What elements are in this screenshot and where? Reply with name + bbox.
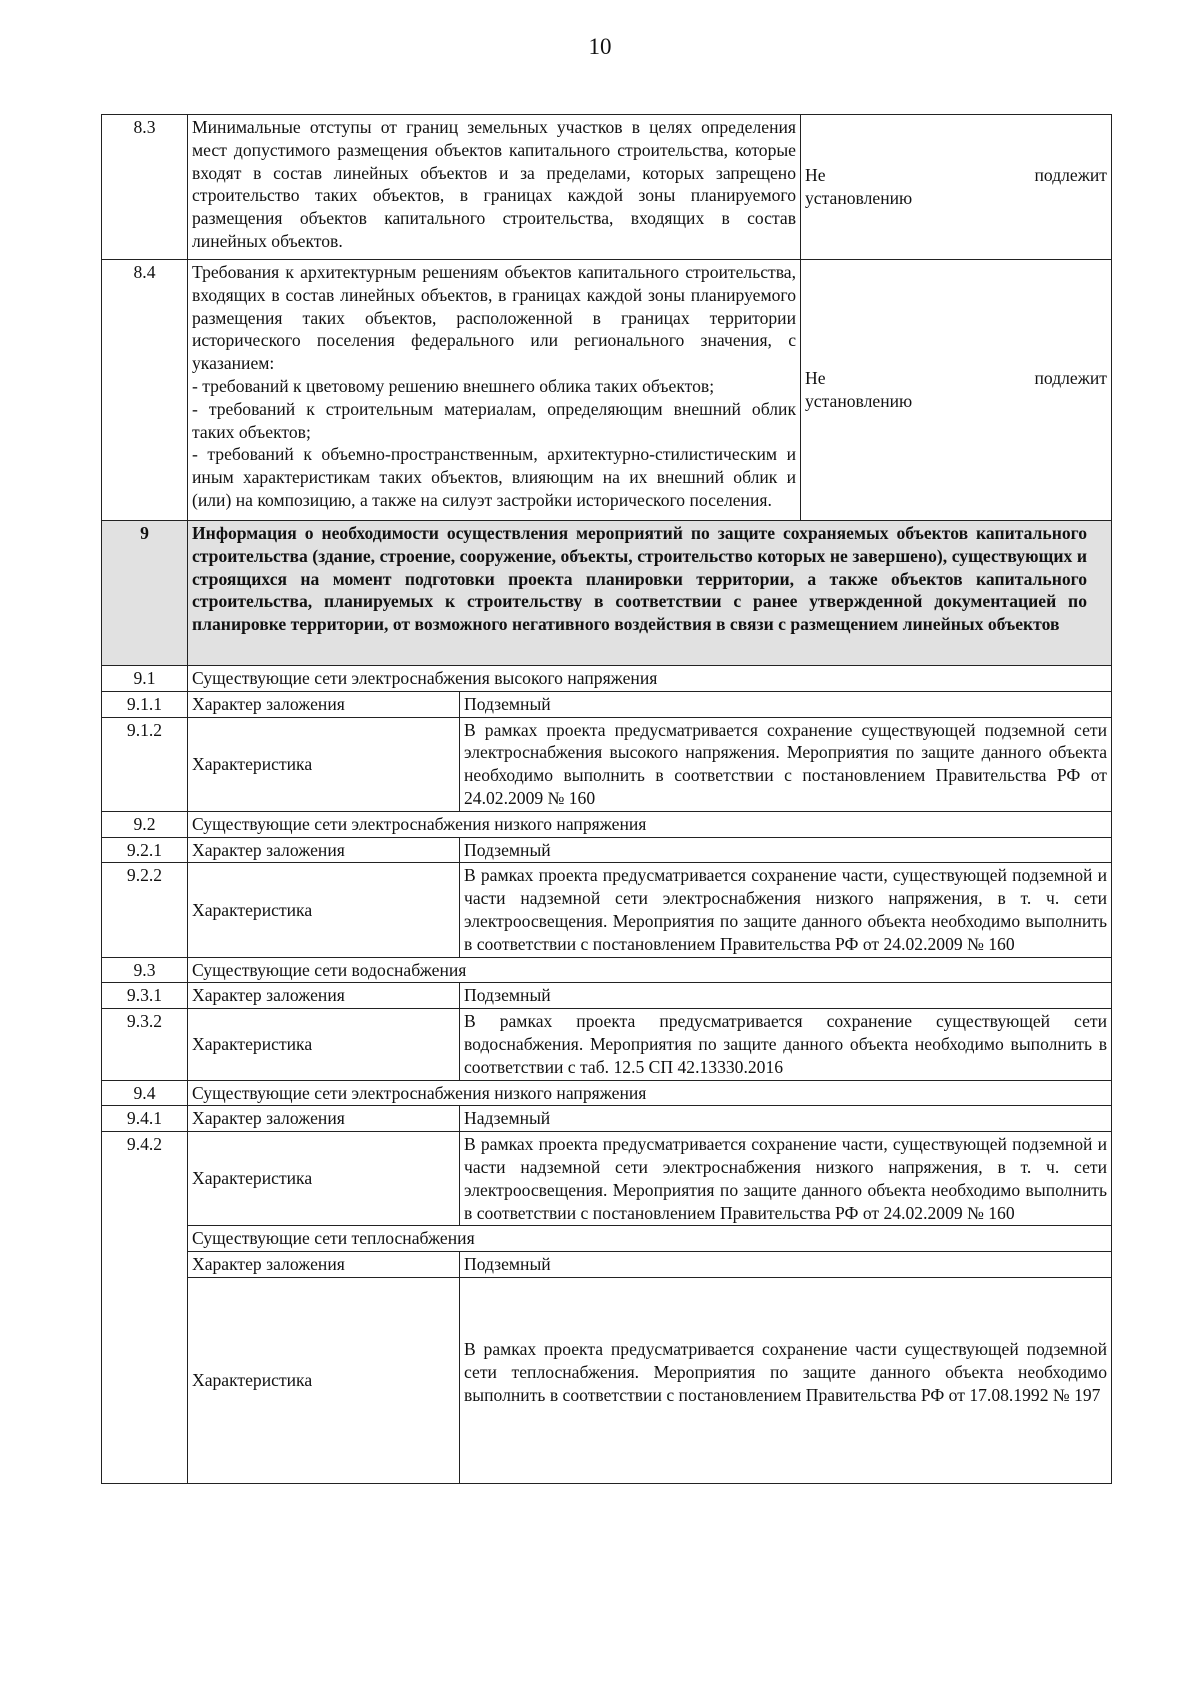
row-number: 9.1 — [102, 666, 188, 692]
bullet-item: - требований к строительным материалам, определяющим внешний облик таких объектов; — [192, 398, 796, 442]
row-number: 9.3.2 — [102, 1009, 188, 1080]
field-label: Характеристика — [188, 1009, 460, 1080]
status-text-2: установлению — [805, 188, 913, 208]
field-value: Надземный — [460, 1106, 1112, 1132]
table-row — [102, 1226, 1112, 1252]
table-row — [102, 1009, 1112, 1080]
field-value-text: В рамках проекта предусматривается сохранение существующей подземной сети электроснабжения высокого напряжения. Мероприятия по защите данного объекта необходимо выполнить в соответствии с постановлением Правительства РФ от 24.02.2009 № 160 — [464, 719, 1107, 808]
subsection-title: Существующие сети электроснабжения низкого напряжения — [188, 1080, 1112, 1106]
page-number: 10 — [588, 34, 612, 59]
status-cell — [801, 115, 1112, 260]
bullet-item: - требований к объемно-пространственным, архитектурно-стилистическим и иным характеристикам таких объектов, влияющим на их внешний облик и (или) на композицию, а также на силуэт застройки исторического поселения. — [192, 444, 796, 510]
field-value — [460, 717, 1112, 811]
field-label: Характер заложения — [188, 837, 460, 863]
subsection-title: Существующие сети теплоснабжения — [188, 1226, 1112, 1252]
section-title-text: Информация о необходимости осуществления мероприятий по защите сохраняемых объектов капитального строительства (здание, строение, сооружение, объекты, строительство которых не завершено), существующих и строящихся на момент подготовки проекта планировки территории, а также объектов капитального строительства, планируемых к строительству в соответствии с ранее утвержденной документацией по планировке территории, от возможного негативного воздействия в связи с размещением линейных объектов — [192, 523, 1087, 635]
table-row — [102, 1252, 1112, 1278]
field-label: Характеристика — [188, 863, 460, 957]
table-row — [102, 863, 1112, 957]
subsection-title: Существующие сети водоснабжения — [188, 957, 1112, 983]
field-value: Подземный — [460, 983, 1112, 1009]
table-row — [102, 1132, 1112, 1226]
table-row — [102, 983, 1112, 1009]
table-row — [102, 1106, 1112, 1132]
field-label: Характер заложения — [188, 1252, 460, 1278]
field-label: Характеристика — [188, 1277, 460, 1483]
row-number: 9.2.1 — [102, 837, 188, 863]
table-row — [102, 1277, 1112, 1483]
table-row — [102, 957, 1112, 983]
field-value-text: В рамках проекта предусматривается сохранение существующей сети водоснабжения. Мероприятия по защите данного объекта необходимо выполнить в соответствии с таб. 12.5 СП 42.13330.2016 — [464, 1011, 1107, 1077]
requirements-table — [101, 114, 1112, 1484]
field-value: Подземный — [460, 691, 1112, 717]
table-row — [102, 717, 1112, 811]
row-number: 9.4 — [102, 1080, 188, 1106]
field-label: Характеристика — [188, 1132, 460, 1226]
row-number: 9.3.1 — [102, 983, 188, 1009]
field-label: Характер заложения — [188, 691, 460, 717]
field-value: Подземный — [460, 837, 1112, 863]
field-value: Подземный — [460, 1252, 1112, 1278]
field-value-text: В рамках проекта предусматривается сохранение части, существующей подземной и части надземной сети электроснабжения низкого напряжения, в т. ч. сети электроосвещения. Мероприятия по защите данного объекта необходимо выполнить в соответствии с постановлением Правительства РФ от 24.02.2009 № 160 — [464, 1134, 1107, 1223]
field-label: Характеристика — [188, 717, 460, 811]
field-value — [460, 1277, 1112, 1483]
row-number: 9.4.1 — [102, 1106, 188, 1132]
subsection-title: Существующие сети электроснабжения высокого напряжения — [188, 666, 1112, 692]
field-value-text: В рамках проекта предусматривается сохранение части существующей подземной сети теплоснабжения. Мероприятия по защите данного объекта необходимо выполнить в соответствии с постановлением Правительства РФ от 17.08.1992 № 197 — [464, 1338, 1107, 1405]
field-value — [460, 1009, 1112, 1080]
field-value — [460, 863, 1112, 957]
subsection-title: Существующие сети электроснабжения низкого напряжения — [188, 811, 1112, 837]
row-text — [188, 115, 801, 260]
section-row — [102, 521, 1112, 666]
row-text-content: Требования к архитектурным решениям объектов капитального строительства, входящих в состав линейных объектов, в границах каждой зоны планируемого размещения таких объектов, расположенной в границах территории исторического поселения федерального или регионального значения, с указанием: — [192, 262, 796, 374]
row-number: 9.2.2 — [102, 863, 188, 957]
row-text-content: Минимальные отступы от границ земельных участков в целях определения мест допустимого размещения объектов капитального строительства, которые входят в состав линейных объектов и за пределами, которых запрещено строительство таких объектов, в границах каждой зоны планируемого размещения объектов капитального строительства, входящих в состав линейных объектов. — [192, 117, 796, 251]
bullet-item: - требований к цветовому решению внешнего облика таких объектов; — [192, 375, 715, 396]
row-text — [188, 260, 801, 521]
field-label: Характер заложения — [188, 983, 460, 1009]
section-title — [188, 521, 1112, 666]
section-number: 9 — [102, 521, 188, 666]
table-row — [102, 666, 1112, 692]
status-text: Не подлежит — [805, 165, 1107, 186]
status-text: Не подлежит — [805, 368, 1107, 389]
table-row — [102, 1080, 1112, 1106]
table-row — [102, 260, 1112, 521]
status-cell — [801, 260, 1112, 521]
row-number: 9.3 — [102, 957, 188, 983]
table-row — [102, 811, 1112, 837]
table-row — [102, 115, 1112, 260]
row-number: 9.4.2 — [102, 1132, 188, 1484]
status-text-2: установлению — [805, 391, 913, 411]
field-label: Характер заложения — [188, 1106, 460, 1132]
field-value-text: В рамках проекта предусматривается сохранение части, существующей подземной и части надземной сети электроснабжения низкого напряжения, в т. ч. сети электроосвещения. Мероприятия по защите данного объекта необходимо выполнить в соответствии с постановлением Правительства РФ от 24.02.2009 № 160 — [464, 865, 1107, 954]
row-number: 9.2 — [102, 811, 188, 837]
row-number: 9.1.1 — [102, 691, 188, 717]
field-value — [460, 1132, 1112, 1226]
table-row — [102, 837, 1112, 863]
table-row — [102, 691, 1112, 717]
row-number: 8.4 — [102, 260, 188, 521]
row-number: 8.3 — [102, 115, 188, 260]
row-number: 9.1.2 — [102, 717, 188, 811]
